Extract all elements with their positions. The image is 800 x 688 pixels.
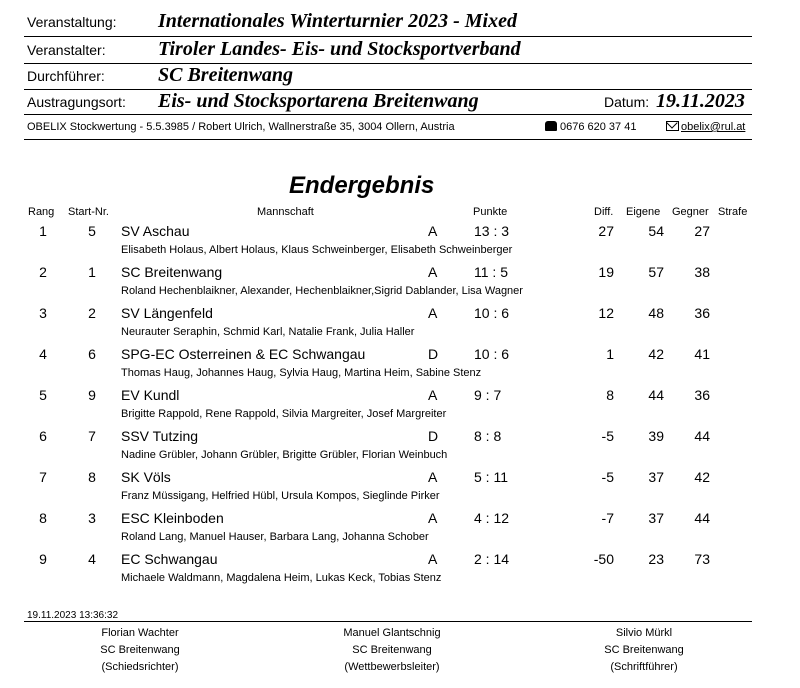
start-cell: 4 xyxy=(88,551,96,567)
divider xyxy=(24,36,752,37)
phone-contact xyxy=(545,121,636,133)
host-value: SC Breitenwang xyxy=(158,64,294,86)
rank-cell: 2 xyxy=(39,264,47,280)
players-cell: Roland Hechenblaikner, Alexander, Hechenblaikner,Sigrid Dablander, Lisa Wagner xyxy=(121,285,523,297)
own-cell: 39 xyxy=(648,428,664,444)
col-start: Start-Nr. xyxy=(68,206,109,218)
team-cell: SPG-EC Osterreinen & EC Schwangau xyxy=(121,346,366,362)
opp-cell: 41 xyxy=(694,346,710,362)
diff-cell: -7 xyxy=(601,510,614,526)
players-cell: Roland Lang, Manuel Hauser, Barbara Lang, Johanna Schober xyxy=(121,531,429,543)
players-cell: Michaele Waldmann, Magdalena Heim, Lukas Keck, Tobias Stenz xyxy=(121,572,442,584)
own-cell: 42 xyxy=(648,346,664,362)
start-cell: 1 xyxy=(88,264,96,280)
own-cell: 37 xyxy=(648,469,664,485)
rank-cell: 5 xyxy=(39,387,47,403)
host-label: Durchführer: xyxy=(27,68,105,84)
points-cell: 13 : 3 xyxy=(474,223,510,239)
signature-club: SC Breitenwang xyxy=(604,644,684,656)
signature-role: (Wettbewerbsleiter) xyxy=(344,661,440,673)
diff-cell: -5 xyxy=(601,428,614,444)
divider xyxy=(24,621,752,622)
opp-cell: 73 xyxy=(694,551,710,567)
col-team: Mannschaft xyxy=(257,206,314,218)
diff-cell: -5 xyxy=(601,469,614,485)
points-cell: 10 : 6 xyxy=(474,305,510,321)
signature-role: (Schriftführer) xyxy=(610,661,678,673)
rank-cell: 7 xyxy=(39,469,47,485)
start-cell: 9 xyxy=(88,387,96,403)
own-cell: 57 xyxy=(648,264,664,280)
own-cell: 37 xyxy=(648,510,664,526)
points-cell: 4 : 12 xyxy=(474,510,510,526)
team-cell: SV Aschau xyxy=(121,223,190,239)
rank-cell: 6 xyxy=(39,428,47,444)
team-cell: EC Schwangau xyxy=(121,551,218,567)
signature-name: Manuel Glantschnig xyxy=(343,627,441,639)
diff-cell: 1 xyxy=(606,346,614,362)
col-penalty: Strafe xyxy=(718,206,748,218)
phone-number: 0676 620 37 41 xyxy=(560,121,637,133)
rank-cell: 3 xyxy=(39,305,47,321)
organizer-label: Veranstalter: xyxy=(27,42,106,58)
opp-cell: 36 xyxy=(694,387,710,403)
group-cell: A xyxy=(428,223,438,239)
players-cell: Thomas Haug, Johannes Haug, Sylvia Haug, Martina Heim, Sabine Stenz xyxy=(121,367,482,379)
signature-role: (Schiedsrichter) xyxy=(101,661,179,673)
opp-cell: 42 xyxy=(694,469,710,485)
own-cell: 48 xyxy=(648,305,664,321)
divider xyxy=(24,139,752,140)
group-cell: A xyxy=(428,551,438,567)
points-cell: 10 : 6 xyxy=(474,346,510,362)
opp-cell: 38 xyxy=(694,264,710,280)
points-cell: 11 : 5 xyxy=(474,264,508,280)
signature-club: SC Breitenwang xyxy=(352,644,432,656)
team-cell: SSV Tutzing xyxy=(121,428,199,444)
team-cell: EV Kundl xyxy=(121,387,180,403)
phone-icon xyxy=(545,121,557,131)
col-opp: Gegner xyxy=(672,206,709,218)
opp-cell: 44 xyxy=(694,428,710,444)
date-value: 19.11.2023 xyxy=(656,90,745,112)
divider xyxy=(24,63,752,64)
venue-label: Austragungsort: xyxy=(27,94,126,110)
rank-cell: 9 xyxy=(39,551,47,567)
points-cell: 2 : 14 xyxy=(474,551,510,567)
col-own: Eigene xyxy=(626,206,661,218)
start-cell: 8 xyxy=(88,469,96,485)
players-cell: Neurauter Seraphin, Schmid Karl, Natalie Frank, Julia Haller xyxy=(121,326,415,338)
diff-cell: -50 xyxy=(593,551,614,567)
group-cell: A xyxy=(428,387,438,403)
event-label: Veranstaltung: xyxy=(27,14,117,30)
own-cell: 54 xyxy=(648,223,664,239)
col-rank: Rang xyxy=(28,206,55,218)
rank-cell: 8 xyxy=(39,510,47,526)
team-cell: ESC Kleinboden xyxy=(121,510,224,526)
timestamp: 19.11.2023 13:36:32 xyxy=(27,610,119,621)
team-cell: SK Völs xyxy=(121,469,171,485)
col-diff: Diff. xyxy=(594,206,614,218)
email-link[interactable]: obelix@rul.at xyxy=(681,121,746,133)
group-cell: D xyxy=(428,428,439,444)
diff-cell: 12 xyxy=(598,305,614,321)
start-cell: 6 xyxy=(88,346,96,362)
team-cell: SC Breitenwang xyxy=(121,264,223,280)
start-cell: 5 xyxy=(88,223,96,239)
players-cell: Franz Müssigang, Helfried Hübl, Ursula Kompos, Sieglinde Pirker xyxy=(121,490,440,502)
opp-cell: 36 xyxy=(694,305,710,321)
own-cell: 23 xyxy=(648,551,664,567)
opp-cell: 27 xyxy=(694,223,710,239)
divider xyxy=(24,114,752,115)
points-cell: 8 : 8 xyxy=(474,428,502,444)
mail-icon xyxy=(666,121,679,131)
diff-cell: 27 xyxy=(598,223,614,239)
software-info: OBELIX Stockwertung - 5.5.3985 / Robert Ulrich, Wallnerstraße 35, 3004 Ollern, Austria xyxy=(27,121,455,133)
page-title: Endergebnis xyxy=(289,172,435,199)
signature-name: Florian Wachter xyxy=(101,627,179,639)
diff-cell: 8 xyxy=(606,387,614,403)
players-cell: Elisabeth Holaus, Albert Holaus, Klaus Schweinberger, Elisabeth Schweinberger xyxy=(121,244,513,256)
organizer-value: Tiroler Landes- Eis- und Stocksportverband xyxy=(158,38,521,60)
opp-cell: 44 xyxy=(694,510,710,526)
points-cell: 5 : 11 xyxy=(474,469,508,485)
date-label: Datum: xyxy=(604,94,650,110)
rank-cell: 4 xyxy=(39,346,47,362)
start-cell: 2 xyxy=(88,305,96,321)
group-cell: D xyxy=(428,346,439,362)
start-cell: 7 xyxy=(88,428,96,444)
col-points: Punkte xyxy=(473,206,508,218)
group-cell: A xyxy=(428,264,438,280)
signature-club: SC Breitenwang xyxy=(100,644,180,656)
points-cell: 9 : 7 xyxy=(474,387,502,403)
diff-cell: 19 xyxy=(598,264,614,280)
players-cell: Nadine Grübler, Johann Grübler, Brigitte Grübler, Florian Weinbuch xyxy=(121,449,448,461)
start-cell: 3 xyxy=(88,510,96,526)
players-cell: Brigitte Rappold, Rene Rappold, Silvia Margreiter, Josef Margreiter xyxy=(121,408,447,420)
email-contact[interactable] xyxy=(666,121,745,133)
event-value: Internationales Winterturnier 2023 - Mixed xyxy=(158,10,517,32)
team-cell: SV Längenfeld xyxy=(121,305,213,321)
group-cell: A xyxy=(428,305,438,321)
venue-value: Eis- und Stocksportarena Breitenwang xyxy=(158,90,479,112)
signature-name: Silvio Mürkl xyxy=(615,627,673,639)
rank-cell: 1 xyxy=(39,223,47,239)
group-cell: A xyxy=(428,469,438,485)
group-cell: A xyxy=(428,510,438,526)
own-cell: 44 xyxy=(648,387,664,403)
